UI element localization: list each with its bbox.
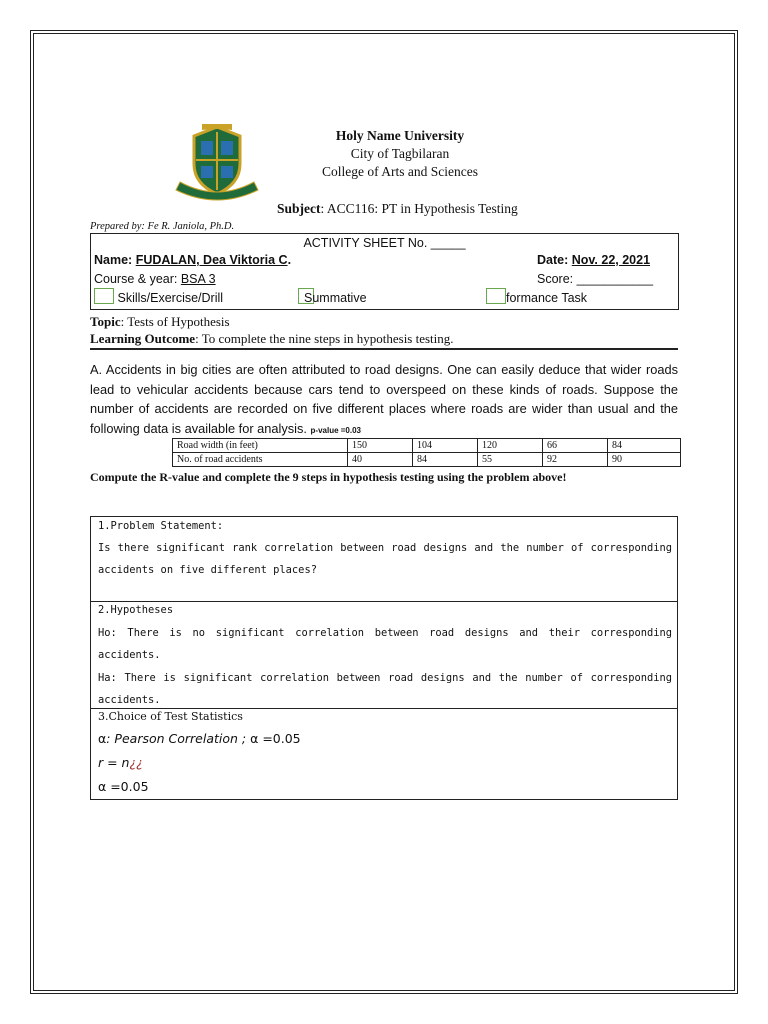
- step3-title: 3.Choice of Test Statistics: [98, 710, 243, 723]
- step2-ho: Ho: There is no significant correlation between road designs and their corresponding accidents.: [98, 627, 672, 661]
- step1-text: Is there significant rank correlation between road designs and the number of corresponding accidents on five different places?: [98, 542, 672, 576]
- table-cell: 90: [608, 453, 681, 467]
- check-skills: [94, 288, 223, 305]
- checkbox-skills[interactable]: [94, 288, 114, 304]
- pearson-text: : Pearson Correlation ;: [106, 731, 251, 746]
- topic-label: Topic: [90, 314, 121, 329]
- row-label: No. of road accidents: [173, 453, 348, 467]
- topic-value: : Tests of Hypothesis: [120, 314, 230, 329]
- section-divider: [90, 348, 678, 350]
- shield-icon: [194, 124, 240, 194]
- table-row: [173, 439, 681, 453]
- checkbox-performance[interactable]: [486, 288, 506, 304]
- name-period: .: [287, 253, 292, 267]
- check-performance: [486, 288, 587, 305]
- table-cell: 150: [348, 439, 413, 453]
- score-line: Score: ___________: [537, 272, 654, 286]
- course-label: Course & year:: [94, 272, 181, 286]
- problem-text: A. Accidents in big cities are often attributed to road designs. One can easily deduce that wider roads lead to vehicular accidents because cars tend to overspeed on these kinds of roads. Suppose the number of accidents are recorded on five different places where roads are wider than usual and the following data is available for analysis.: [90, 362, 678, 436]
- r-formula-placeholder: ¿¿: [129, 755, 143, 770]
- step1-title: 1.Problem Statement:: [98, 520, 224, 532]
- topic-line: [90, 314, 230, 330]
- college-name: College of Arts and Sciences: [322, 164, 478, 179]
- student-name: FUDALAN, Dea Viktoria C: [135, 253, 288, 267]
- check-summative-label: Summative: [304, 291, 367, 305]
- check-summative: [298, 288, 367, 305]
- outcome-label: Learning Outcome: [90, 331, 196, 346]
- name-label: Name:: [94, 253, 136, 267]
- outcome-line: [90, 331, 454, 347]
- subject-value: : ACC116: PT in Hypothesis Testing: [320, 201, 518, 216]
- step3-formula-2: [98, 755, 143, 770]
- outcome-value: : To complete the nine steps in hypothesis testing.: [195, 331, 454, 346]
- table-cell: 92: [543, 453, 608, 467]
- alpha-value: α =0.05: [250, 731, 301, 746]
- step2-ha: Ha: There is significant correlation between road designs and the number of corresponding accidents.: [98, 672, 672, 706]
- problem-paragraph: [90, 360, 678, 440]
- table-cell: 84: [413, 453, 478, 467]
- row-label: Road width (in feet): [173, 439, 348, 453]
- course-line: [94, 272, 216, 286]
- step3-formula-3: α =0.05: [98, 779, 149, 794]
- city-name: City of Tagbilaran: [350, 146, 450, 161]
- table-row: [173, 453, 681, 467]
- university-name: Holy Name University: [335, 128, 465, 143]
- name-line: [94, 253, 291, 267]
- instruction-text: Compute the R-value and complete the 9 steps in hypothesis testing using the problem above!: [90, 470, 567, 484]
- table-cell: 66: [543, 439, 608, 453]
- subject-label: Subject: [277, 201, 321, 216]
- r-formula: r = n: [98, 755, 130, 770]
- data-table: [172, 438, 681, 467]
- table-cell: 55: [478, 453, 543, 467]
- table-cell: 104: [413, 439, 478, 453]
- check-skills-label: Skills/Exercise/Drill: [117, 291, 224, 305]
- alpha-symbol: α: [98, 731, 107, 746]
- date-label: Date:: [537, 253, 572, 267]
- step3-formula-1: [98, 731, 301, 746]
- p-value-note: p-value =0.03: [310, 425, 362, 435]
- step2-title: 2.Hypotheses: [98, 604, 174, 616]
- activity-info-box: [90, 233, 679, 310]
- date-value: Nov. 22, 2021: [571, 253, 651, 267]
- subject-line: [277, 201, 518, 217]
- steps-box: [90, 516, 678, 800]
- date-line: [537, 253, 650, 267]
- course-value: BSA 3: [180, 272, 216, 286]
- table-cell: 120: [478, 439, 543, 453]
- table-cell: 84: [608, 439, 681, 453]
- prepared-by: Prepared by: Fe R. Janiola, Ph.D.: [90, 221, 235, 232]
- university-logo: [172, 124, 262, 206]
- table-cell: 40: [348, 453, 413, 467]
- activity-sheet-title: ACTIVITY SHEET No. _____: [303, 236, 466, 250]
- check-performance-label: formance Task: [506, 291, 588, 305]
